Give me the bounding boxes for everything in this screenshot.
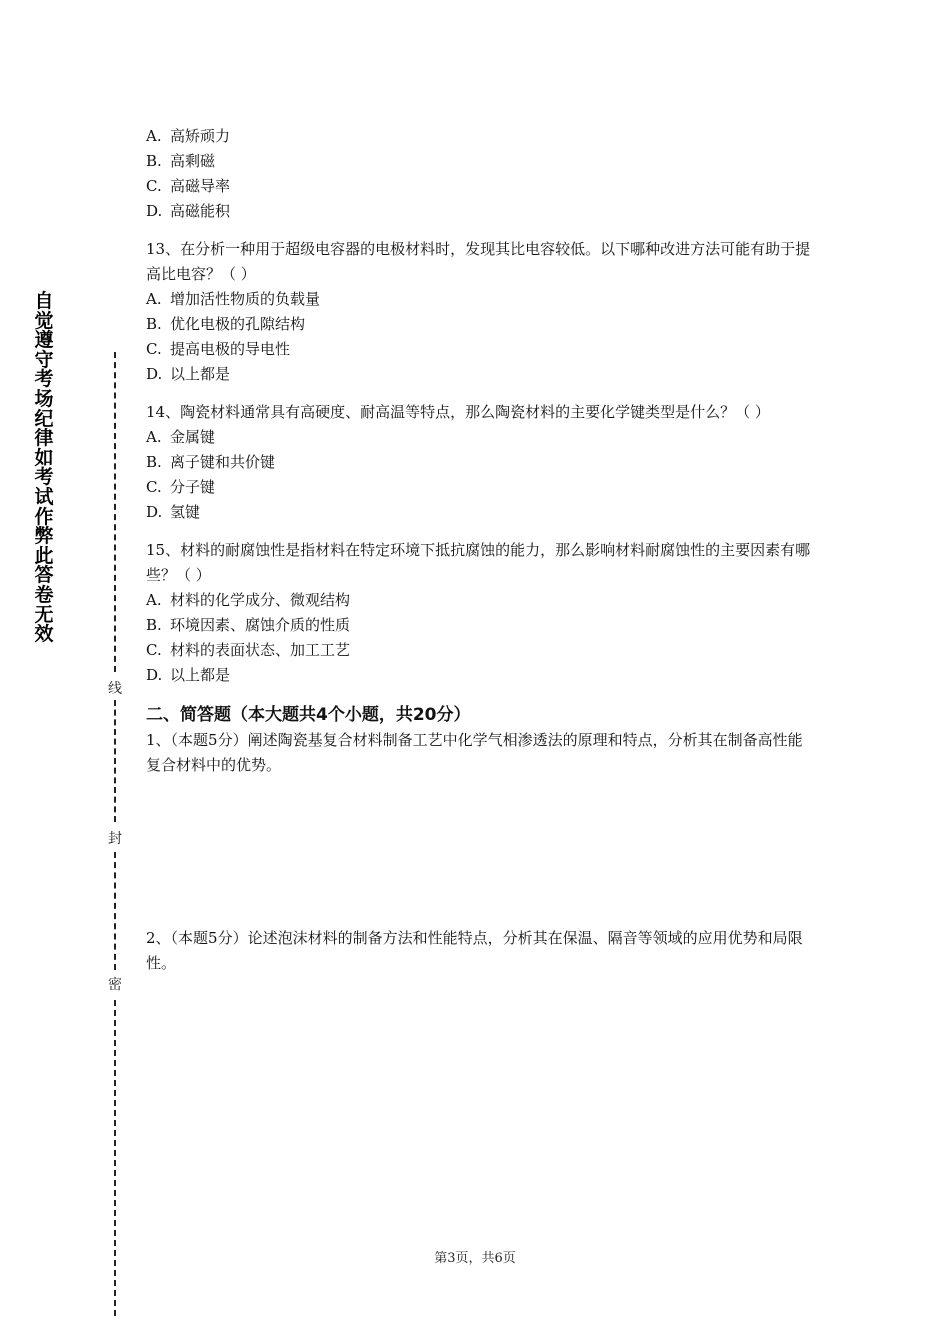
binding-dashed-line: [114, 352, 116, 672]
option-item: [146, 287, 811, 312]
option-key: C.: [146, 340, 162, 358]
option-item: [146, 475, 811, 500]
option-key: B.: [146, 616, 162, 634]
option-key: A.: [146, 428, 162, 446]
option-item: [146, 124, 811, 149]
option-text: 金属键: [170, 428, 216, 446]
option-text: 高矫顽力: [170, 127, 231, 145]
option-item: [146, 312, 811, 337]
seal-label-secret: 密: [108, 977, 122, 993]
option-key: D.: [146, 503, 163, 521]
option-key: B.: [146, 315, 162, 333]
question-14: [146, 400, 811, 525]
option-text: 材料的表面状态、加工工艺: [170, 641, 351, 659]
q12-options: [146, 124, 811, 224]
question-stem: 13、在分析一种用于超级电容器的电极材料时，发现其比电容较低。以下哪种改进方法可能有助于提高比电容？（ ）: [146, 240, 811, 283]
option-item: [146, 588, 811, 613]
option-text: 离子键和共价键: [170, 453, 276, 471]
option-item: [146, 638, 811, 663]
binding-dashed-line: [114, 700, 116, 822]
option-text: 增加活性物质的负载量: [170, 290, 321, 308]
option-text: 提高电极的导电性: [170, 340, 291, 358]
option-text: 优化电极的孔隙结构: [170, 315, 306, 333]
option-text: 氢键: [170, 503, 201, 521]
option-key: D.: [146, 666, 163, 684]
option-key: A.: [146, 591, 162, 609]
option-item: [146, 613, 811, 638]
question-stem: 15、材料的耐腐蚀性是指材料在特定环境下抵抗腐蚀的能力，那么影响材料耐腐蚀性的主要因素有哪些？（ ）: [146, 541, 811, 584]
exam-discipline-notice: 自觉遵守考场纪律如考试作弊此答卷无效: [34, 290, 54, 646]
option-item: [146, 663, 811, 688]
option-text: 高磁导率: [170, 177, 231, 195]
option-text: 分子键: [170, 478, 216, 496]
option-item: [146, 362, 811, 387]
option-item: [146, 174, 811, 199]
option-key: B.: [146, 152, 162, 170]
option-text: 材料的化学成分、微观结构: [170, 591, 351, 609]
seal-label-seal: 封: [108, 831, 122, 847]
option-item: [146, 149, 811, 174]
option-text: 高剩磁: [170, 152, 216, 170]
question-stem: 14、陶瓷材料通常具有高硬度、耐高温等特点，那么陶瓷材料的主要化学键类型是什么？（ ）: [146, 403, 770, 421]
option-item: [146, 450, 811, 475]
option-key: A.: [146, 290, 162, 308]
option-text: 环境因素、腐蚀介质的性质: [170, 616, 351, 634]
short-answer-question: 2、（本题5分）论述泡沫材料的制备方法和性能特点，分析其在保温、隔音等领域的应用优势和局限性。: [146, 929, 803, 972]
option-key: C.: [146, 177, 162, 195]
option-item: [146, 337, 811, 362]
option-item: [146, 199, 811, 224]
option-text: 高磁能积: [170, 202, 231, 220]
page-number: 第3页，共6页: [434, 1251, 516, 1266]
option-key: C.: [146, 478, 162, 496]
question-content: [146, 124, 811, 976]
seal-label-line: 线: [108, 681, 122, 697]
option-text: 以上都是: [170, 365, 231, 383]
question-15: [146, 538, 811, 688]
option-key: C.: [146, 641, 162, 659]
option-key: D.: [146, 365, 163, 383]
option-item: [146, 425, 811, 450]
option-text: 以上都是: [170, 666, 231, 684]
binding-dashed-line: [114, 852, 116, 970]
option-key: B.: [146, 453, 162, 471]
answer-space: [146, 778, 811, 926]
option-item: [146, 500, 811, 525]
option-key: A.: [146, 127, 162, 145]
binding-dashed-line: [114, 1000, 116, 1316]
question-13: [146, 237, 811, 387]
option-key: D.: [146, 202, 163, 220]
section-title: 二、简答题（本大题共4个小题，共20分）: [146, 705, 471, 725]
short-answer-question: 1、（本题5分）阐述陶瓷基复合材料制备工艺中化学气相渗透法的原理和特点，分析其在制备高性能复合材料中的优势。: [146, 731, 803, 774]
